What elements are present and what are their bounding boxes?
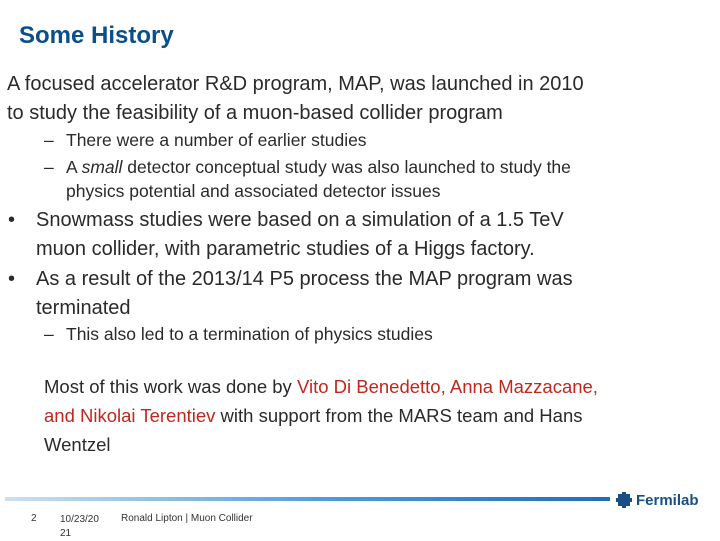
sub-bullet-text-rest: detector conceptual study was also launched to study the — [122, 157, 571, 177]
sub-bullet-termination — [44, 322, 433, 346]
bullet-text-line2: muon collider, with parametric studies of a Higgs factory. — [36, 238, 535, 260]
sub-bullet-earlier-studies — [44, 128, 367, 152]
bullet-marker: • — [8, 268, 16, 290]
credits-line3: Wentzel — [44, 434, 111, 455]
footer-date-line1: 10/23/20 — [60, 514, 99, 525]
sub-bullet-detector-study — [44, 155, 571, 203]
dash-marker: – — [44, 157, 54, 177]
fermilab-logo-icon — [616, 492, 632, 508]
footer-author-text: Ronald Lipton | Muon Collider — [121, 513, 253, 524]
dash-marker: – — [44, 324, 54, 344]
bullet-snowmass — [8, 206, 564, 264]
credits-names-line2: and Nikolai Terentiev — [44, 405, 216, 426]
credits-names-line1: Vito Di Benedetto, Anna Mazzacane, — [296, 376, 598, 397]
bullet-marker: • — [8, 209, 16, 231]
footer-divider — [5, 497, 610, 501]
footer-date — [60, 513, 108, 541]
bullet-p5 — [8, 265, 573, 323]
dash-marker: – — [44, 130, 54, 150]
intro-paragraph — [7, 70, 712, 128]
page-number: 2 — [31, 513, 37, 524]
sub-bullet-text-prefix: A — [66, 157, 82, 177]
intro-line-1: A focused accelerator R&D program, MAP, was launched in 2010 — [7, 73, 584, 95]
credits-prefix: Most of this work was done by — [44, 376, 297, 397]
intro-line-2: to study the feasibility of a muon-based collider program — [7, 102, 503, 124]
bullet-text-line2: terminated — [36, 297, 131, 319]
slide-title: Some History — [19, 22, 174, 49]
sub-bullet-text: There were a number of earlier studies — [66, 130, 367, 150]
footer-date-line2: 21 — [60, 528, 72, 539]
fermilab-logo — [616, 491, 699, 509]
emphasis-small: small — [81, 157, 123, 177]
fermilab-logo-text: Fermilab — [636, 491, 699, 509]
credits-suffix: with support from the MARS team and Hans — [215, 405, 583, 426]
bullet-text-line1: As a result of the 2013/14 P5 process the MAP program was — [36, 268, 573, 290]
bullet-text-line1: Snowmass studies were based on a simulation of a 1.5 TeV — [36, 209, 564, 231]
credits-paragraph — [44, 372, 714, 459]
sub-bullet-text: This also led to a termination of physics studies — [66, 324, 433, 344]
sub-bullet-text-line2: physics potential and associated detector issues — [66, 181, 441, 201]
